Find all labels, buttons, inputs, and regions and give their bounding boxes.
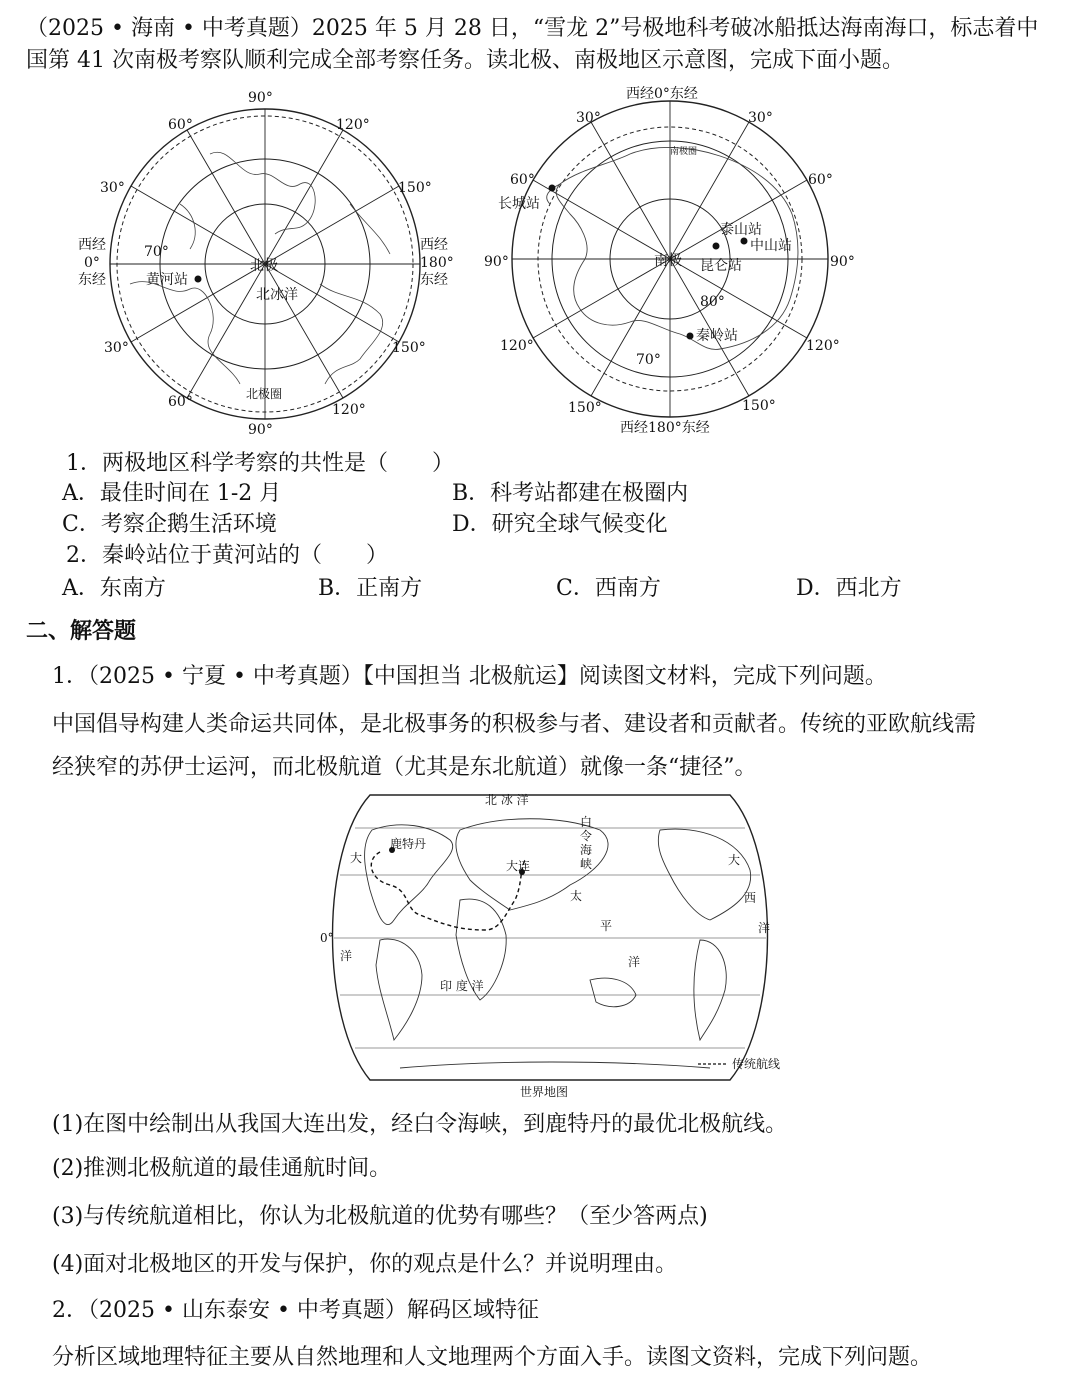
map-label-bering-1: 白 [580,815,593,829]
p1-text-2: 经狭窄的苏伊士运河，而北极航道（尤其是东北航道）就像一条“捷径”。 [52,755,757,780]
arctic-label-west-left: 西经 [78,237,106,253]
intro-line-2: 国第 41 次南极考察队顺利完成全部考察任务。读北极、南极地区示意图，完成下面小题。 [26,48,904,73]
arctic-label-180: 180° [420,255,454,271]
traditional-route [371,852,525,930]
p2-text: 分析区域地理特征主要从自然地理和人文地理两个方面入手。读图文资料，完成下列问题。 [52,1345,933,1370]
arctic-label-station: 黄河站 [146,272,188,288]
q2-option-b[interactable]: B．正南方 [318,576,423,601]
map-label-pac-e3: 洋 [758,921,771,935]
q1-stem: 1．两极地区科学考察的共性是（ ） [66,451,454,476]
antarctic-dot-changcheng [549,185,556,192]
q1-option-d[interactable]: D．研究全球气候变化 [452,512,668,537]
arctic-label-30-top: 30° [100,180,125,196]
arctic-label-30-bottom: 30° [104,340,129,356]
map-label-bering-4: 峡 [580,857,593,871]
q2-stem: 2．秦岭站位于黄河站的（ ） [66,543,388,568]
arctic-label-0: 0° [84,255,100,271]
antarctic-label-bottom: 西经180°东经 [620,420,710,436]
antarctic-label-pole: 南极 [654,253,682,269]
map-label-rotterdam: 鹿特丹 [390,837,427,851]
q1-option-a[interactable]: A．最佳时间在 1-2 月 [62,481,282,506]
arctic-label-70: 70° [144,244,169,260]
map-label-dalian: 大连 [506,859,531,873]
antarctic-label-60-right: 60° [808,172,833,188]
map-label-pac-e1: 大 [728,853,741,867]
antarctic-label-zhongshan: 中山站 [750,238,792,254]
map-label-zero: 0° [320,931,334,945]
antarctic-label-top: 西经0°东经 [626,86,698,102]
intro-line-1: （2025 • 海南 • 中考真题）2025 年 5 月 28 日，“雪龙 2”号极地科考破冰船抵达海南海口，标志着中 [26,16,1039,41]
arctic-label-150-top: 150° [398,180,432,196]
antarctic-label-150-left: 150° [568,400,602,416]
arctic-station-dot [195,276,202,283]
arctic-label-east-left: 东经 [78,272,106,288]
map-label-pac-1: 太 [570,889,583,903]
arctic-label-120-top: 120° [336,117,370,133]
arctic-label-east-right: 东经 [420,272,448,288]
antarctic-label-150-right: 150° [742,398,776,414]
arctic-label-west-right: 西经 [420,237,448,253]
antarctic-label-circle: 南极圈 [670,147,698,157]
antarctic-label-120-right: 120° [806,338,840,354]
antarctic-label-80: 80° [700,294,725,310]
antarctic-label-changcheng: 长城站 [498,196,540,212]
map-label-pac-2: 平 [600,919,613,933]
map-label-bering-2: 令 [580,829,593,843]
antarctic-label-120-left: 120° [500,338,534,354]
p1-text-1: 中国倡导构建人类命运共同体，是北极事务的积极参与者、建设者和贡献者。传统的亚欧航线需 [52,712,977,737]
map-label-bering-3: 海 [580,843,593,857]
p1-head: 1．（2025 • 宁夏 • 中考真题）【中国担当 北极航运】阅读图文材料，完成下列问题。 [52,664,887,689]
antarctic-label-90-left: 90° [484,254,509,270]
antarctic-map [480,84,880,440]
arctic-label-bottom-90: 90° [248,422,273,438]
q1-option-b[interactable]: B．科考站都建在极圈内 [452,481,689,506]
antarctic-label-30-left: 30° [576,110,601,126]
map-label-indian: 印 度 洋 [440,979,484,993]
subq-1: (1)在图中绘制出从我国大连出发，经白令海峡，到鹿特丹的最优北极航线。 [52,1112,788,1137]
arctic-label-150-bottom: 150° [392,340,426,356]
antarctic-label-taishan: 泰山站 [720,222,762,238]
world-map-caption: 世界地图 [520,1085,569,1099]
map-label-pac-e2: 西 [744,891,757,905]
subq-4: (4)面对北极地区的开发与保护，你的观点是什么？并说明理由。 [52,1252,678,1277]
map-label-pac-3: 洋 [628,955,641,969]
arctic-label-circle: 北极圈 [246,387,283,401]
legend-label: 传统航线 [732,1057,781,1071]
arctic-label-ocean: 北冰洋 [256,287,298,303]
antarctic-label-70: 70° [636,352,661,368]
arctic-label-60-bottom: 60° [168,394,193,410]
arctic-label-top-90: 90° [248,90,273,106]
arctic-map [60,84,470,440]
q2-option-d[interactable]: D．西北方 [796,576,902,601]
q2-option-c[interactable]: C．西南方 [556,576,661,601]
antarctic-dot-qinling [687,333,694,340]
antarctic-label-qinling: 秦岭站 [696,328,738,344]
antarctic-dot-zhongshan [741,238,748,245]
p2-head: 2．（2025 • 山东泰安 • 中考真题）解码区域特征 [52,1298,539,1323]
arctic-label-120-bottom: 120° [332,402,366,418]
arctic-label-pole: 北极 [250,258,278,274]
antarctic-dot-kunlun [713,243,720,250]
antarctic-label-60-left: 60° [510,172,535,188]
subq-2: (2)推测北极航道的最佳通航时间。 [52,1156,392,1181]
map-label-atl-s: 洋 [340,949,353,963]
arctic-label-60-top: 60° [168,117,193,133]
subq-3: (3)与传统航道相比，你认为北极航道的优势有哪些？（至少答两点) [52,1204,708,1229]
map-label-arctic-ocean: 北 冰 洋 [485,793,529,807]
world-map [310,790,790,1100]
antarctic-label-30-right: 30° [748,110,773,126]
map-label-atl-n: 大 [350,851,363,865]
q2-option-a[interactable]: A．东南方 [62,576,166,601]
q1-option-c[interactable]: C．考察企鹅生活环境 [62,512,277,537]
antarctic-label-90-right: 90° [830,254,855,270]
antarctic-label-kunlun: 昆仑站 [700,258,742,274]
section-title: 二、解答题 [26,618,137,644]
